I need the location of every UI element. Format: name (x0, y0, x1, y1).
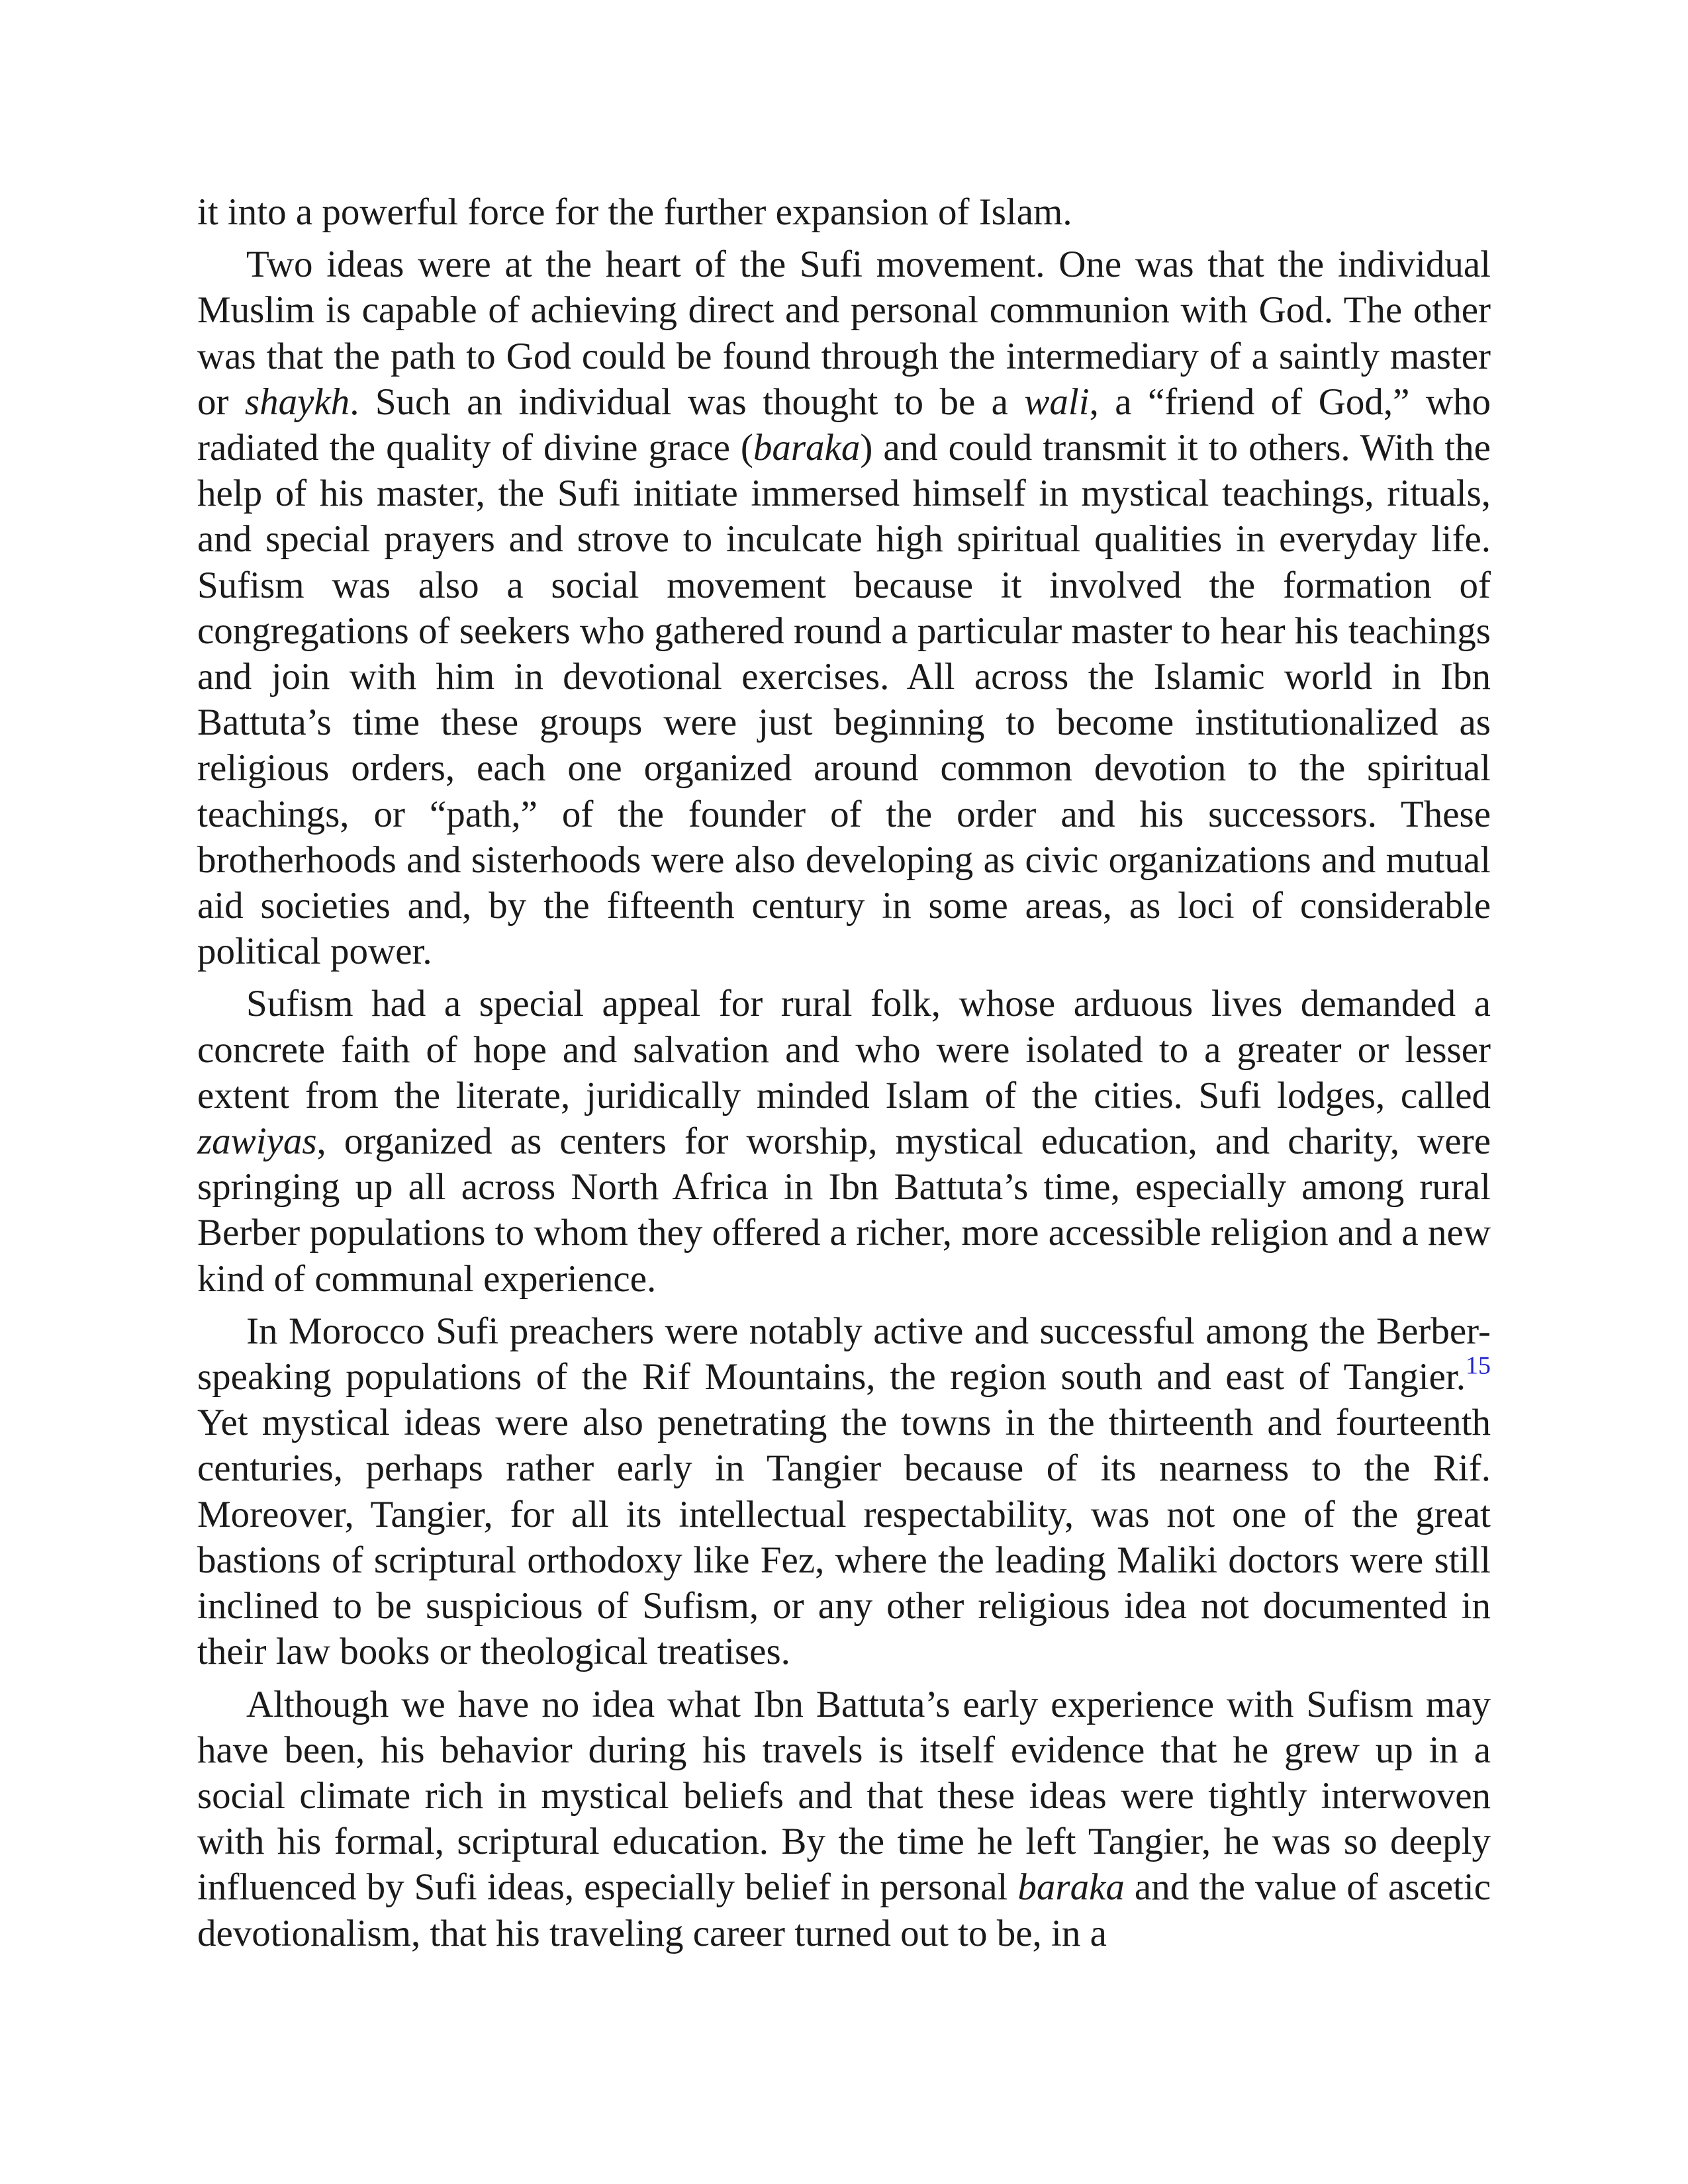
paragraph-sufi-ideas (197, 242, 1491, 974)
text-segment: Two ideas were at the heart of the Sufi movement. One was that the individual Muslim is capable of achieving direct and personal communion with God. The other was that the path to God could be found through the intermediary of a saintly master or (197, 244, 1491, 423)
text-segment: , a “friend of God,” who radiated the quality of divine grace ( (197, 381, 1491, 469)
text-segment: , organized as centers for worship, mystical education, and charity, were springing up all across North Africa in Ibn Battuta’s time, especially among rural Berber populations to whom they offered a richer, more accessible religion and a new kind of communal experience. (197, 1120, 1491, 1300)
text-segment: ) and could transmit it to others. With the help of his master, the Sufi initiate immersed himself in mystical teachings, rituals, and special prayers and strove to inculcate high spiritual qualities in everyday life. Sufism was also a social movement because it involved the formation of congregations of seekers who gathered round a particular master to hear his teachings and join with him in devotional exercises. All across the Islamic world in Ibn Battuta’s time these groups were just beginning to become institutionalized as religious orders, each one organized around common devotion to the spiritual teachings, or “path,” of the founder of the order and his successors. These brotherhoods and sisterhoods were also developing as civic organizations and mutual aid societies and, by the fifteenth century in some areas, as loci of considerable political power. (197, 427, 1491, 973)
italic-term-shaykh: shaykh (244, 381, 350, 423)
text-segment: . Such an individual was thought to be a (350, 381, 1025, 423)
italic-term-baraka: baraka (1017, 1866, 1125, 1909)
text-segment: Sufism had a special appeal for rural folk, whose arduous lives demanded a concrete faith of hope and salvation and who were isolated to a greater or lesser extent from the literate, juridically minded Islam of the cities. Sufi lodges, called (197, 983, 1491, 1116)
text-segment: Although we have no idea what Ibn Battuta’s early experience with Sufism may have been, his behavior during his travels is itself evidence that he grew up in a social climate rich in mystical beliefs and that these ideas were tightly interwoven with his formal, scriptural education. By the time he left Tangier, he was so deeply influenced by Sufi ideas, especially belief in personal (197, 1683, 1491, 1909)
text-segment: and the value of ascetic devotionalism, that his traveling career turned out to be, in a (197, 1866, 1491, 1954)
paragraph-early-experience (197, 1682, 1491, 1956)
footnote-link[interactable]: 15 (1466, 1351, 1491, 1380)
text-segment: In Morocco Sufi preachers were notably active and successful among the Berber-speaking populations of the Rif Mountains, the region south and east of Tangier. (197, 1310, 1491, 1398)
text-segment: it into a powerful force for the further expansion of Islam. (197, 191, 1072, 233)
text-segment: Yet mystical ideas were also penetrating the towns in the thirteenth and fourteenth centuries, perhaps rather early in Tangier because of its nearness to the Rif. Moreover, Tangier, for all its intellectual respectability, was not one of the great bastions of scriptural orthodoxy like Fez, where the leading Maliki doctors were still inclined to be suspicious of Sufism, or any other religious idea not documented in their law books or theological treatises. (197, 1402, 1491, 1673)
italic-term-zawiyas: zawiyas (197, 1120, 317, 1163)
italic-term-baraka: baraka (753, 427, 861, 469)
paragraph-rural-appeal (197, 981, 1491, 1301)
page-body (197, 189, 1491, 1956)
paragraph-continuation (197, 189, 1491, 235)
italic-term-wali: wali (1024, 381, 1090, 423)
paragraph-morocco (197, 1308, 1491, 1675)
